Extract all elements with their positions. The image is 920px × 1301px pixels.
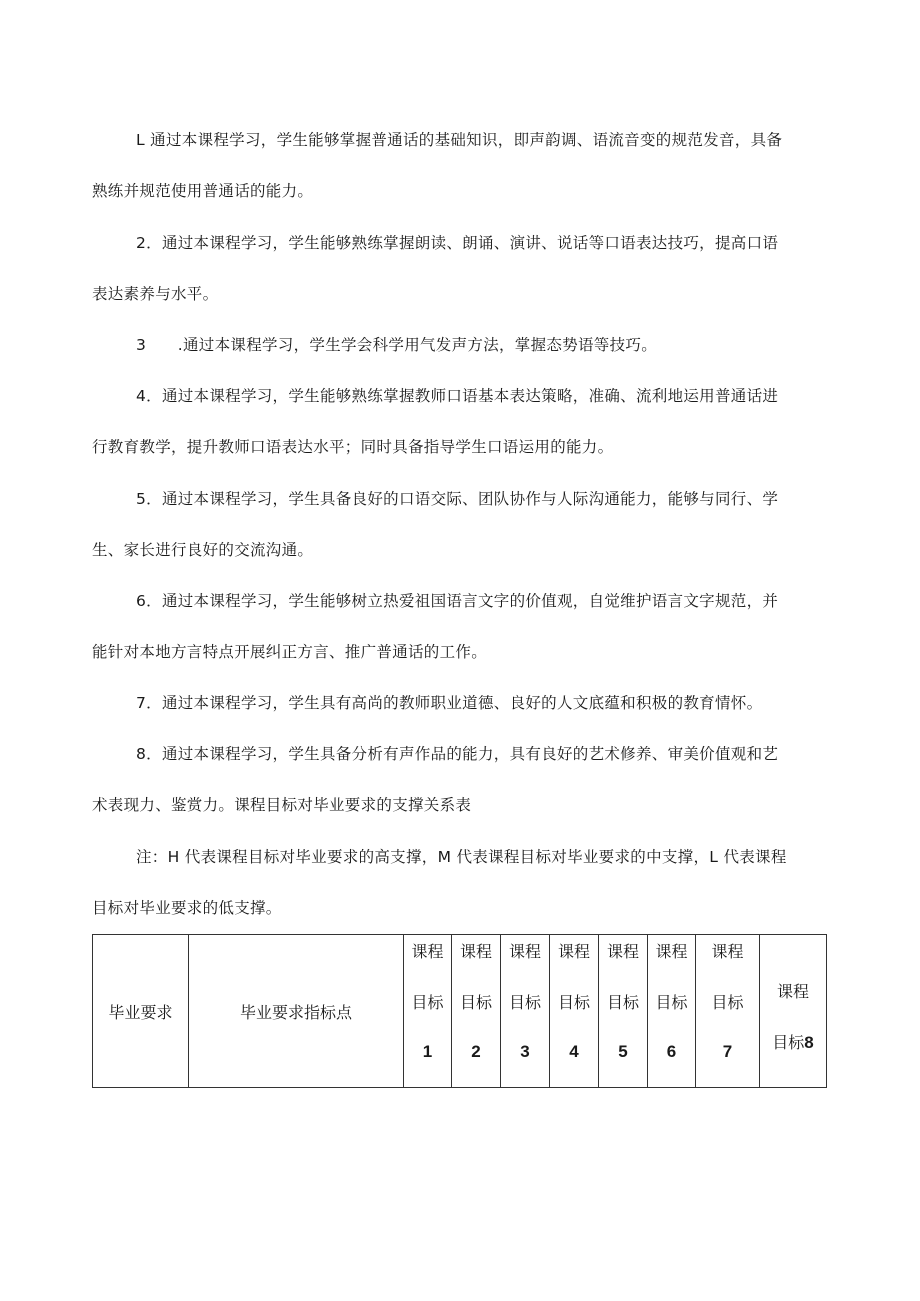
goal-label xyxy=(760,1030,826,1053)
header-goal-3 xyxy=(501,935,550,1088)
paragraph-line: 行教育教学，提升教师口语表达水平；同时具备指导学生口语运用的能力。 xyxy=(92,438,614,456)
paragraph-line: 能针对本地方言特点开展纠正方言、推广普通话的工作。 xyxy=(92,643,488,661)
paragraph-line: 生、家长进行良好的交流沟通。 xyxy=(92,541,314,559)
header-indicator: 毕业要求指标点 xyxy=(189,935,404,1088)
goal-label: 课程 xyxy=(606,942,639,961)
header-goal-6 xyxy=(648,935,696,1088)
goal-label: 课程 xyxy=(508,942,541,961)
goal-label: 目标 xyxy=(606,993,639,1012)
goal-label: 课程 xyxy=(776,982,809,1001)
paragraph-line: 熟练并规范使用普通话的能力。 xyxy=(92,182,314,200)
paragraph-line: 表达素养与水平。 xyxy=(92,285,219,303)
goal-label: 目标 xyxy=(655,993,688,1012)
header-goal-5 xyxy=(599,935,648,1088)
paragraph-line: 5．通过本课程学习，学生具备良好的口语交际、团队协作与人际沟通能力，能够与同行、学 xyxy=(136,490,779,508)
goal-label: 课程 xyxy=(655,942,688,961)
header-goal-1 xyxy=(404,935,452,1088)
goal-number: 6 xyxy=(666,1042,677,1061)
goal-label: 课程 xyxy=(459,942,492,961)
paragraph-line: 2．通过本课程学习，学生能够熟练掌握朗读、朗诵、演讲、说话等口语表达技巧，提高口语 xyxy=(136,234,779,252)
goal-label: 目标 xyxy=(508,993,541,1012)
header-goal-8 xyxy=(760,935,827,1088)
goal-label-text: 目标 xyxy=(772,1033,805,1052)
goal-number: 1 xyxy=(422,1042,433,1061)
goal-label: 课程 xyxy=(557,942,590,961)
paragraph-line: 8．通过本课程学习，学生具备分析有声作品的能力，具有良好的艺术修养、审美价值观和艺 xyxy=(136,745,779,763)
goal-label: 目标 xyxy=(459,993,492,1012)
goal-label: 课程 xyxy=(411,942,444,961)
goal-label: 目标 xyxy=(557,993,590,1012)
paragraph-line: 3 .通过本课程学习，学生学会科学用气发声方法，掌握态势语等技巧。 xyxy=(136,336,657,354)
goal-number: 2 xyxy=(471,1042,481,1061)
goal-number: 7 xyxy=(722,1042,733,1061)
header-goal-4 xyxy=(550,935,599,1088)
header-goal-2 xyxy=(452,935,501,1088)
goal-number: 4 xyxy=(569,1042,579,1061)
paragraph-line: L 通过本课程学习，学生能够掌握普通话的基础知识，即声韵调、语流音变的规范发音，具备 xyxy=(136,131,783,149)
header-goal-7 xyxy=(696,935,760,1088)
paragraph-line: 术表现力、鉴赏力。课程目标对毕业要求的支撑关系表 xyxy=(92,796,472,814)
table-header-row xyxy=(93,935,827,1088)
support-relation-table xyxy=(92,934,827,1088)
goal-number: 5 xyxy=(618,1042,628,1061)
goal-label: 目标 xyxy=(411,993,444,1012)
paragraph-line: 注：H 代表课程目标对毕业要求的高支撑，M 代表课程目标对毕业要求的中支撑，L 代表课程 xyxy=(136,848,787,866)
paragraph-line: 4．通过本课程学习，学生能够熟练掌握教师口语基本表达策略，准确、流利地运用普通话进 xyxy=(136,387,779,405)
paragraph-line: 7．通过本课程学习，学生具有高尚的教师职业道德、良好的人文底蕴和积极的教育情怀。 xyxy=(136,694,763,712)
paragraph-line: 目标对毕业要求的低支撑。 xyxy=(92,899,282,917)
goal-number: 8 xyxy=(804,1033,814,1052)
header-requirement: 毕业要求 xyxy=(93,935,189,1088)
paragraph-line: 6．通过本课程学习，学生能够树立热爱祖国语言文字的价值观，自觉维护语言文字规范，并 xyxy=(136,592,779,610)
goal-label: 课程 xyxy=(711,942,744,961)
goal-label: 目标 xyxy=(711,993,744,1012)
goal-number: 3 xyxy=(520,1042,530,1061)
